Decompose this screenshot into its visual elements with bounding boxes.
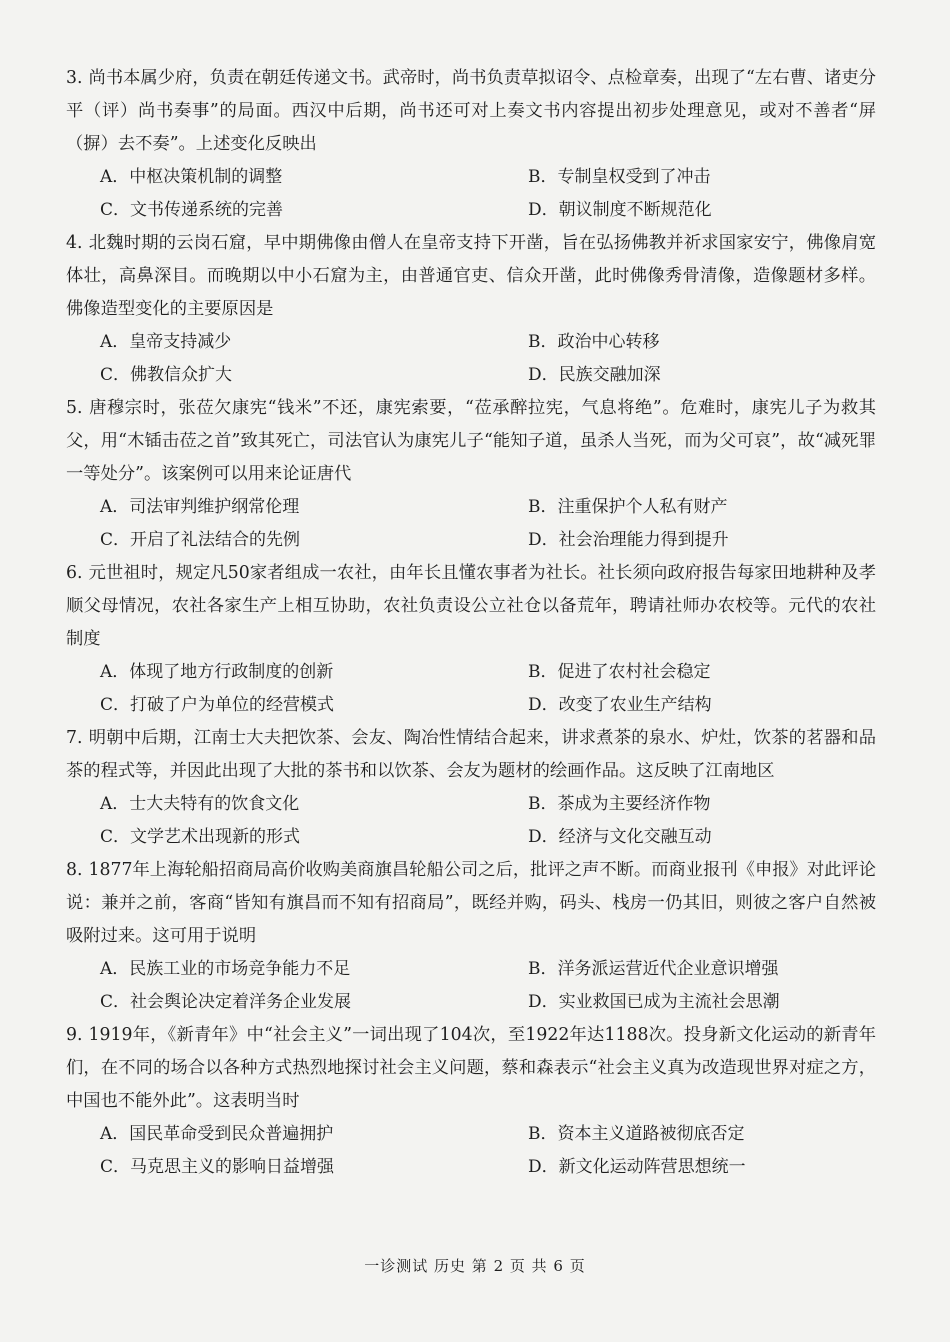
question-item	[66, 392, 876, 557]
question-number: 3.	[66, 68, 83, 88]
answer-option: C．打破了户为单位的经营模式	[100, 695, 335, 715]
answer-option: C．社会舆论决定着洋务企业发展	[100, 992, 352, 1012]
answer-option: B．政治中心转移	[528, 332, 660, 352]
question-stem	[66, 227, 876, 326]
question-number: 6.	[66, 563, 83, 583]
answer-options	[66, 491, 876, 557]
question-number: 9.	[66, 1025, 83, 1045]
answer-option: D．朝议制度不断规范化	[528, 200, 712, 220]
answer-option: B．专制皇权受到了冲击	[528, 167, 711, 187]
question-number: 4.	[66, 233, 83, 253]
answer-option: A．民族工业的市场竞争能力不足	[100, 959, 351, 979]
answer-option: B．资本主义道路被彻底否定	[528, 1124, 745, 1144]
answer-option: A．皇帝支持减少	[100, 332, 232, 352]
question-stem	[66, 392, 876, 491]
answer-option: B．注重保护个人私有财产	[528, 497, 728, 517]
answer-option: C．文学艺术出现新的形式	[100, 827, 301, 847]
question-text: 尚书本属少府，负责在朝廷传递文书。武帝时，尚书负责草拟诏令、点检章奏，出现了“左右曹、诸吏分平（评）尚书奏事”的局面。西汉中后期，尚书还可对上奏文书内容提出初步处理意见，或对不善者“屏（摒）去不奏”。上述变化反映出	[66, 68, 876, 154]
question-text: 北魏时期的云岗石窟，早中期佛像由僧人在皇帝支持下开凿，旨在弘扬佛教并祈求国家安宁，佛像肩宽体壮，高鼻深目。而晚期以中小石窟为主，由普通官吏、信众开凿，此时佛像秀骨清像，造像题材多样。佛像造型变化的主要原因是	[66, 233, 876, 319]
question-item	[66, 62, 876, 227]
answer-option: D．社会治理能力得到提升	[528, 530, 729, 550]
question-text: 明朝中后期，江南士大夫把饮茶、会友、陶冶性情结合起来，讲求煮茶的泉水、炉灶，饮茶的茗器和品茶的程式等，并因此出现了大批的茶书和以饮茶、会友为题材的绘画作品。这反映了江南地区	[66, 728, 876, 781]
answer-option: D．民族交融加深	[528, 365, 661, 385]
answer-options	[66, 656, 876, 722]
answer-options	[66, 953, 876, 1019]
question-item	[66, 1019, 876, 1184]
answer-option: C．佛教信众扩大	[100, 365, 233, 385]
question-item	[66, 557, 876, 722]
answer-option: A．司法审判维护纲常伦理	[100, 497, 300, 517]
question-stem	[66, 557, 876, 656]
question-number: 7.	[66, 728, 83, 748]
question-text: 1919年，《新青年》中“社会主义”一词出现了104次，至1922年达1188次。投身新文化运动的新青年们，在不同的场合以各种方式热烈地探讨社会主义问题，蔡和森表示“社会主义真为改造现世界对症之方，中国也不能外此”。这表明当时	[66, 1025, 876, 1111]
answer-options	[66, 1118, 876, 1184]
question-number: 5.	[66, 398, 83, 418]
question-list	[66, 62, 876, 1184]
question-text: 1877年上海轮船招商局高价收购美商旗昌轮船公司之后，批评之声不断。而商业报刊《申报》对此评论说：兼并之前，客商“皆知有旗昌而不知有招商局”，既经并购，码头、栈房一仍其旧，则彼之客户自然被吸附过来。这可用于说明	[66, 860, 876, 946]
answer-option: C．开启了礼法结合的先例	[100, 530, 301, 550]
answer-option: D．新文化运动阵营思想统一	[528, 1157, 746, 1177]
answer-option: A．国民革命受到民众普遍拥护	[100, 1124, 334, 1144]
answer-option: B．洋务派运营近代企业意识增强	[528, 959, 779, 979]
question-number: 8.	[66, 860, 83, 880]
question-item	[66, 854, 876, 1019]
page-footer: 一诊测试 历史 第 2 页 共 6 页	[364, 1257, 586, 1275]
answer-option: B．茶成为主要经济作物	[528, 794, 711, 814]
answer-option: C．文书传递系统的完善	[100, 200, 284, 220]
question-item	[66, 722, 876, 854]
answer-option: D．改变了农业生产结构	[528, 695, 712, 715]
answer-options	[66, 788, 876, 854]
question-text: 唐穆宗时，张莅欠康宪“钱米”不还，康宪索要，“莅承醉拉宪，气息将绝”。危难时，康宪儿子为救其父，用“木锸击莅之首”致其死亡，司法官认为康宪儿子“能知子道，虽杀人当死，而为父可哀”，故“减死罪一等处分”。该案例可以用来论证唐代	[66, 398, 876, 484]
answer-option: A．士大夫特有的饮食文化	[100, 794, 300, 814]
question-item	[66, 227, 876, 392]
answer-option: D．经济与文化交融互动	[528, 827, 712, 847]
question-stem	[66, 1019, 876, 1118]
question-stem	[66, 62, 876, 161]
answer-option: A．中枢决策机制的调整	[100, 167, 283, 187]
question-stem	[66, 722, 876, 788]
question-stem	[66, 854, 876, 953]
answer-option: C．马克思主义的影响日益增强	[100, 1157, 335, 1177]
answer-option: A．体现了地方行政制度的创新	[100, 662, 334, 682]
answer-option: D．实业救国已成为主流社会思潮	[528, 992, 780, 1012]
answer-options	[66, 161, 876, 227]
question-text: 元世祖时，规定凡50家者组成一农社，由年长且懂农事者为社长。社长须向政府报告每家田地耕种及孝顺父母情况，农社各家生产上相互协助，农社负责设公立社仓以备荒年，聘请社师办农校等。元代的农社制度	[66, 563, 876, 649]
answer-options	[66, 326, 876, 392]
answer-option: B．促进了农村社会稳定	[528, 662, 711, 682]
